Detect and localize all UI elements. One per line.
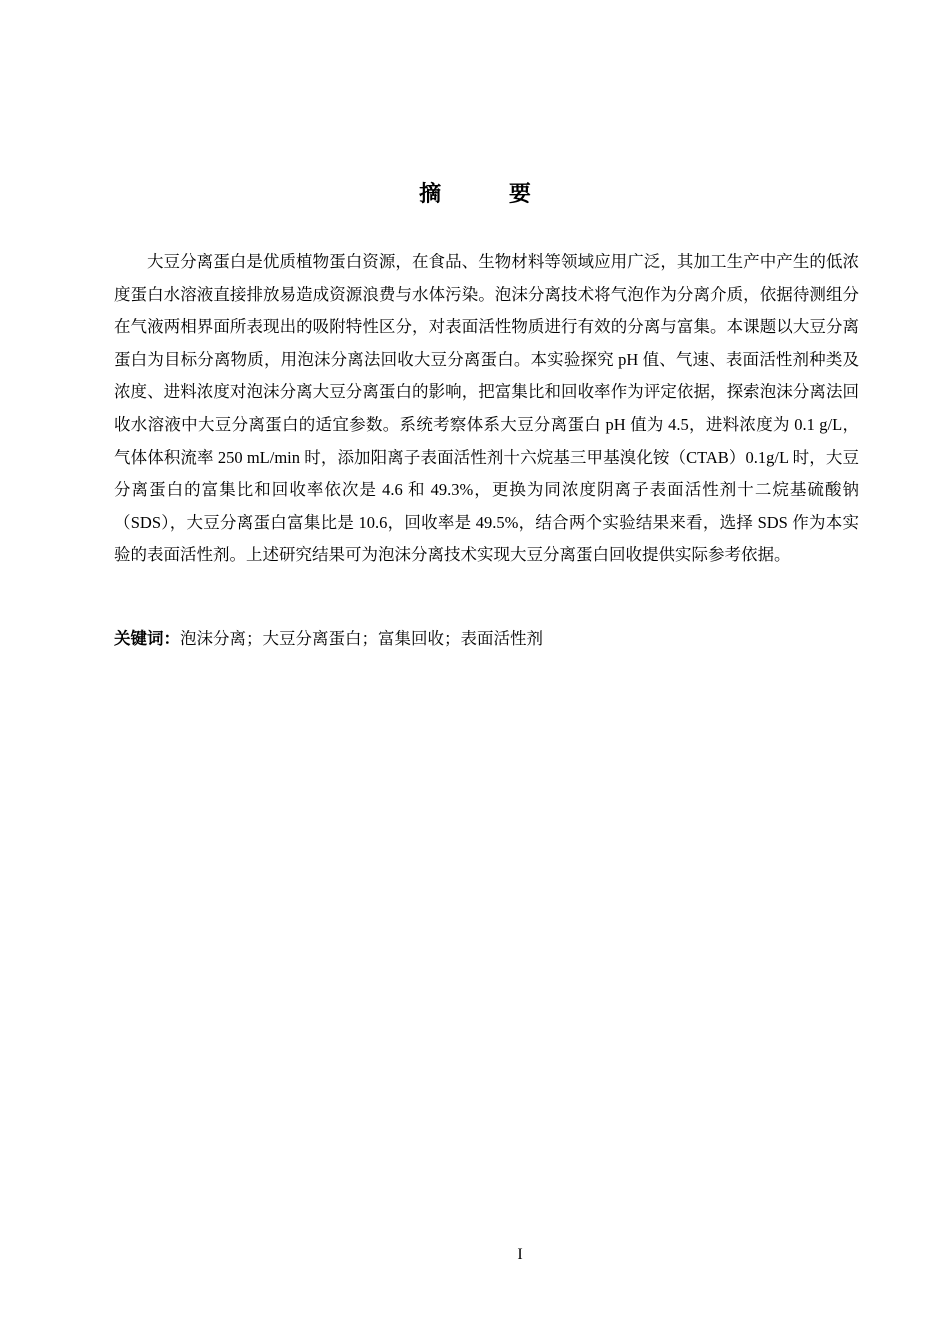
keywords-label: 关键词： (114, 629, 180, 648)
keywords-line (114, 625, 859, 653)
abstract-body: 大豆分离蛋白是优质植物蛋白资源，在食品、生物材料等领域应用广泛，其加工生产中产生的低浓度蛋白水溶液直接排放易造成资源浪费与水体污染。泡沫分离技术将气泡作为分离介质，依据待测组分在气液两相界面所表现出的吸附特性区分，对表面活性物质进行有效的分离与富集。本课题以大豆分离蛋白为目标分离物质，用泡沫分离法回收大豆分离蛋白。本实验探究 pH 值、气速、表面活性剂种类及浓度、进料浓度对泡沫分离大豆分离蛋白的影响，把富集比和回收率作为评定依据，探索泡沫分离法回收水溶液中大豆分离蛋白的适宜参数。系统考察体系大豆分离蛋白 pH 值为 4.5，进料浓度为 0.1 g/L，气体体积流率 250 mL/min 时，添加阳离子表面活性剂十六烷基三甲基溴化铵（CTAB）0.1g/L 时，大豆分离蛋白的富集比和回收率依次是 4.6 和 49.3%，更换为同浓度阴离子表面活性剂十二烷基硫酸钠（SDS），大豆分离蛋白富集比是 10.6，回收率是 49.5%，结合两个实验结果来看，选择 SDS 作为本实验的表面活性剂。上述研究结果可为泡沫分离技术实现大豆分离蛋白回收提供实际参考依据。 (114, 252, 859, 565)
page-number: I (517, 1246, 523, 1263)
abstract-title: 摘 要 (419, 182, 561, 207)
keywords-text: 泡沫分离；大豆分离蛋白；富集回收；表面活性剂 (180, 629, 543, 648)
